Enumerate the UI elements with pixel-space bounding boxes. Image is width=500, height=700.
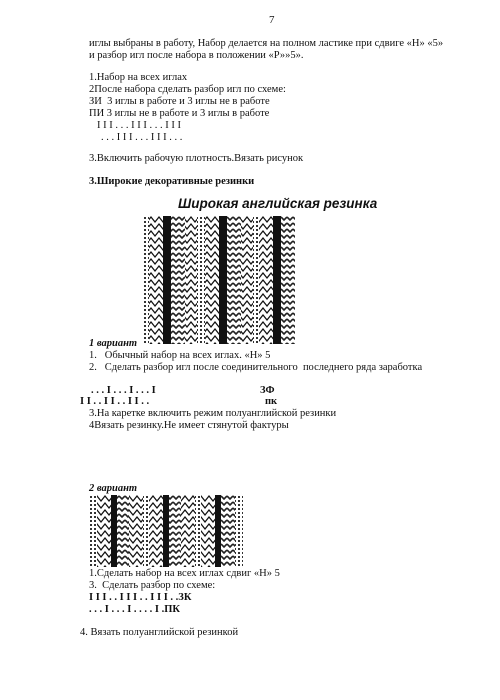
step-a-1: 1.Набор на всех иглах xyxy=(89,72,188,83)
page-number: 7 xyxy=(269,14,275,26)
variant-2-scheme-row-1: I I I . . I I I . . I I I . .ЗК xyxy=(89,592,192,603)
variant-2-item-2: 3. Сделать разбор по схеме: xyxy=(89,580,216,591)
variant-1-item-3: 3.На каретке включить режим полуанглийской резинки xyxy=(89,408,337,419)
variant-1-item-1: 1. Обычный набор на всех иглах. «Н» 5 xyxy=(89,350,271,361)
section-title: Широкая английская резинка xyxy=(178,196,378,211)
step-a-2: 2После набора сделать разбор игл по схеме: xyxy=(89,84,286,95)
english-rib-photo-2 xyxy=(89,495,243,567)
section-heading: 3.Широкие декоративные резинки xyxy=(89,176,255,187)
step-a-4: ПИ 3 иглы не в работе и 3 иглы в работе xyxy=(89,108,270,119)
scheme-a-row-1: I I I . . . I I I . . . I I I xyxy=(97,120,181,131)
variant-2-label: 2 вариант xyxy=(89,483,138,494)
variant-1-item-2: 2. Сделать разбор игл после соединительного последнего ряда заработка xyxy=(89,362,423,373)
variant-1-item-4: 4Вязать резинку.Не имеет стянутой фактуры xyxy=(89,420,289,431)
variant-1-scheme-row-1-tag: ЗФ xyxy=(260,385,275,396)
variant-2-item-1: 1.Сделать набор на всех иглах сдвиг «Н» 5 xyxy=(89,568,280,579)
scheme-a-row-2: . . . I I I . . . I I I . . . xyxy=(101,132,183,143)
variant-1-label: 1 вариант xyxy=(89,338,138,349)
variant-1-scheme-row-2-tag: пк xyxy=(265,396,278,407)
variant-2-scheme-row-2: . . . I . . . I . . . . I .ПК xyxy=(89,604,181,615)
intro-line-2: и разбор игл после набора в положении «Р»»5». xyxy=(89,50,304,61)
variant-1-scheme-row-1: . . . I . . . I . . . I xyxy=(91,385,156,396)
variant-1-scheme-row-2: I I . . I I . . I I . . xyxy=(80,396,150,407)
step-a-3: ЗИ 3 иглы в работе и 3 иглы не в работе xyxy=(89,96,270,107)
intro-line-1: иглы выбраны в работу, Набор делается на полном ластике при сдвиге «Н» «5» xyxy=(89,38,444,49)
variant-2-final: 4. Вязать полуанглийской резинкой xyxy=(80,627,239,638)
english-rib-photo-1 xyxy=(143,216,295,344)
step-a-5: 3.Включить рабочую плотность.Вязать рисунок xyxy=(89,153,304,164)
